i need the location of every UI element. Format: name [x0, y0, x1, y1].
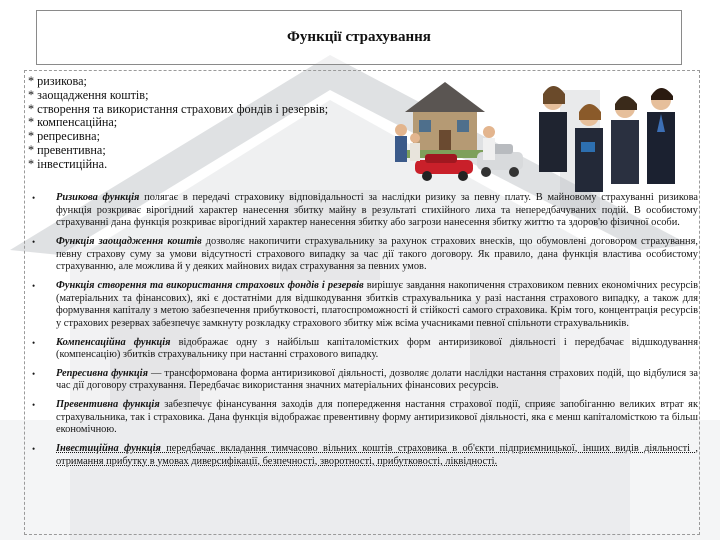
description-text: дозволяє накопичити страхувальнику за рахунок страхових внесків, що обумовлені договором страхування, певну страхову суму за умови відсутності страхового випадку за час дії такого договору. Як правило, дана функція властива особистому страхуванню, але можлива й у деяких майнових видах страхування за певних умов.: [56, 235, 698, 273]
descriptions: [30, 192, 698, 475]
page-title: Функції страхування: [287, 29, 431, 45]
description-term: Інвестиційна функція: [56, 443, 161, 455]
functions-list: [28, 75, 388, 172]
description-term: Функція заощадження коштів: [56, 235, 202, 247]
description-text: вирішує завдання накопичення страховиком певних економічних ресурсів (матеріальних та фінансових), які є достатніми для відшкодування збитків страхувальника у разі настання страхового випадку, а також для формування капіталу з метою забезпечення прибутковості, платоспроможності й стійкості самого страховика. Крім того, концентрація ресурсів у страхових резервах забезпечує замкнуту розкладку страхового збитку між всіма учасниками певної спільноти страхувальників.: [56, 279, 698, 329]
function-item: * створення та використання страхових фондів і резервів;: [28, 101, 329, 116]
description-item: [30, 337, 698, 362]
description-text: — трансформована форма антиризикової діяльності, дозволяє долати наслідки настання страхових подій, що відбулися за час дії договору страхування. Передбачає використання значних матеріальних фінансових ресурсів.: [56, 367, 698, 392]
function-item: * превентивна;: [28, 142, 106, 157]
bullet: •: [32, 400, 36, 411]
function-item: * інвестиційна.: [28, 156, 108, 171]
function-item: * ризикова;: [28, 74, 87, 88]
description-term: Компенсаційна функція: [56, 336, 171, 348]
description-item: [30, 399, 698, 437]
description-item: [30, 192, 698, 230]
description-term: Ризикова функція: [56, 192, 140, 203]
function-item: * репресивна;: [28, 129, 100, 144]
description-text: відображає одну з найбільш капіталомістких форм антиризикової діяльності і передбачає відшкодування (компенсацію) збитків страхувальнику при настанні страхового випадку.: [56, 336, 698, 361]
description-term: Превентивна функція: [56, 399, 160, 411]
bullet: •: [32, 444, 36, 455]
description-text: передбачає вкладання тимчасово вільних коштів страховика в об'єкти підприємницької, інших видів діяльності , отримання прибутку в умовах диверсифікації, безпечності, зворотності, прибутковості, ліквідності.: [56, 443, 698, 467]
bullet: •: [32, 337, 36, 348]
description-term: Функція створення та використання страхових фондів і резервів: [56, 279, 364, 291]
bullet: •: [32, 280, 36, 291]
bullet: •: [32, 193, 36, 203]
insurance-photo: [385, 72, 695, 194]
function-item: * компенсаційна;: [28, 115, 118, 130]
description-item: [30, 443, 698, 468]
description-item: [30, 368, 698, 393]
description-text: забезпечує фінансування заходів для попередження настання страхової події, сприяє запобіганню великих втрат як страхувальника, так і страховика. Дана функція відображає превентивну форму антиризикової діяльності, яка є менш капіталомісткою та більш економічною.: [56, 399, 698, 436]
function-item: * заощадження коштів;: [28, 87, 149, 102]
description-term: Репресивна функція: [56, 367, 148, 379]
business-people-image: [539, 86, 675, 192]
bullet: •: [32, 368, 36, 379]
description-item: [30, 280, 698, 330]
bullet: •: [32, 236, 36, 247]
title-box: [36, 10, 682, 65]
car-red-image: [415, 154, 473, 181]
description-item: [30, 236, 698, 274]
description-text: полягає в передачі страховику відповідальності за наслідки ризику за певну плату. В майновому страхуванні ризикова функція розкриває вірогідний характер нанесення збитку майну в результаті стихійного лиха та непередбачуваних подій. В особистому страхуванні дана функція розкриває вірогідний характер нанесення збитку або загрози нанесення збитку життю та здоров'ю фізичної особи.: [56, 192, 698, 229]
